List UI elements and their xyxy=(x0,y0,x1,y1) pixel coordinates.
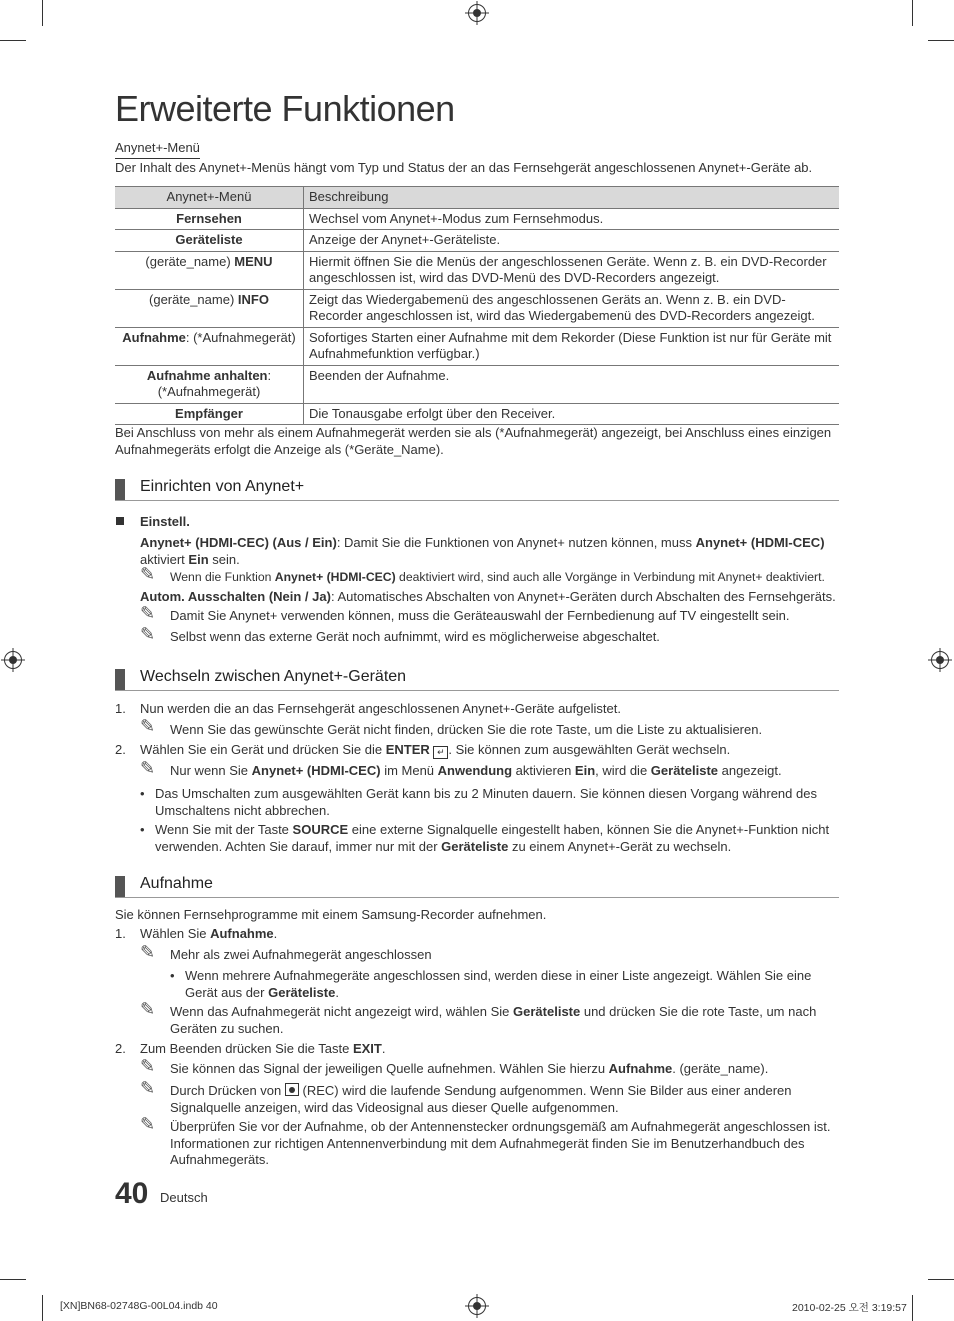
note-text xyxy=(170,1004,840,1037)
step-text: Nun werden die an das Fernsehgerät angeschlossenen Anynet+-Geräte aufgelistet. xyxy=(140,701,621,716)
text: zu einem Anynet+-Gerät zu wechseln. xyxy=(508,838,732,854)
text: , wird die xyxy=(595,763,651,778)
step-number: 2. xyxy=(115,1041,126,1056)
registration-mark-icon xyxy=(468,1297,486,1315)
note-text: Mehr als zwei Aufnahmegerät angeschlossen xyxy=(170,947,432,962)
text: Wenn das Aufnahmegerät nicht angezeigt wird, wählen Sie xyxy=(170,1004,514,1019)
anynet-menu-label: Anynet+-Menü xyxy=(115,140,200,159)
crop-mark xyxy=(928,40,954,41)
bold-term: Anynet+ (HDMI-CEC) xyxy=(274,570,396,584)
table-cell-menu xyxy=(115,208,304,230)
menu-item-suffix: (*Aufnahmegerät) xyxy=(157,384,261,399)
note-icon: ✎ xyxy=(140,1114,156,1134)
note-icon: ✎ xyxy=(140,999,156,1019)
text: Durch Drücken von xyxy=(170,1083,285,1098)
table-cell-menu xyxy=(115,230,304,252)
note-text xyxy=(170,1083,840,1116)
bold-term: Aufnahme xyxy=(210,926,274,941)
bold-term: Anynet+ (HDMI-CEC) (Aus / Ein) xyxy=(140,535,337,550)
bold-term: Geräteliste xyxy=(441,838,509,854)
bold-term: Anwendung xyxy=(437,763,513,778)
page-title: Erweiterte Funktionen xyxy=(115,88,455,129)
text: Wenn die Funktion xyxy=(170,570,275,584)
crop-mark xyxy=(42,1295,43,1321)
section-bar xyxy=(115,669,125,690)
note-text xyxy=(170,763,840,780)
step-number: 1. xyxy=(115,701,126,716)
note-text xyxy=(170,569,850,585)
anynet-menu-table xyxy=(115,186,839,425)
bold-term: EXIT xyxy=(352,1041,382,1056)
note-icon: ✎ xyxy=(140,603,156,623)
table-cell-description: Die Tonausgabe erfolgt über den Receiver. xyxy=(304,403,840,425)
enter-icon: ↵ xyxy=(433,746,448,759)
step-text xyxy=(140,1041,840,1058)
text: eine externe Signalquelle eingestellt haben, können Sie die Anynet+-Funktion nicht verwenden. Achten Sie darauf, immer nur mit der xyxy=(155,822,830,854)
bold-term: Geräteliste xyxy=(268,984,336,1000)
menu-item-name: INFO xyxy=(237,291,269,307)
table-cell-description: Sofortiges Starten einer Aufnahme mit dem Rekorder (Diese Funktion ist nur für Geräte mit Aufnahmefunktion verfügbar.) xyxy=(304,327,840,365)
text: und drücken Sie die rote Taste, um nach Geräten zu suchen. xyxy=(170,1004,817,1036)
menu-item-suffix: : (*Aufnahmegerät) xyxy=(185,329,296,345)
bold-term: Geräteliste xyxy=(513,1004,581,1019)
bold-term: Autom. Ausschalten (Nein / Ja) xyxy=(140,589,331,604)
menu-item-name: Aufnahme xyxy=(122,329,186,345)
table-cell-description: Beenden der Aufnahme. xyxy=(304,365,840,403)
table-cell-menu xyxy=(115,251,304,289)
section-heading-einrichten xyxy=(115,478,839,501)
text: sein. xyxy=(208,551,240,567)
text: Wenn mehrere Aufnahmegeräte angeschlossen sind, werden diese in einer Liste angezeigt. Wählen Sie eine Gerät aus der xyxy=(185,968,812,1000)
note-icon: ✎ xyxy=(140,1056,156,1076)
bold-term: SOURCE xyxy=(292,822,349,837)
table-row xyxy=(115,327,839,365)
text: im Menü xyxy=(380,763,438,778)
table-cell-menu xyxy=(115,289,304,327)
table-header-description: Beschreibung xyxy=(304,187,840,209)
text: . (geräte_name). xyxy=(672,1061,769,1076)
step-number: 1. xyxy=(115,926,126,941)
crop-mark xyxy=(0,1279,26,1280)
section-title: Einrichten von Anynet+ xyxy=(140,478,305,495)
registration-mark-icon xyxy=(468,4,486,22)
menu-item-name: Fernsehen xyxy=(176,210,242,226)
note-icon: ✎ xyxy=(140,716,156,736)
table-cell-description: Anzeige der Anynet+-Geräteliste. xyxy=(304,230,840,252)
note-text: Selbst wenn das externe Gerät noch aufnimmt, wird es möglicherweise abgeschaltet. xyxy=(170,629,660,644)
menu-item-name: Geräteliste xyxy=(175,232,243,247)
crop-mark xyxy=(912,1295,913,1321)
table-cell-menu xyxy=(115,327,304,365)
section-bar xyxy=(115,876,125,897)
menu-item-suffix: : xyxy=(267,367,272,383)
table-header-menu: Anynet+-Menü xyxy=(115,187,304,209)
bold-term: Geräteliste xyxy=(650,763,718,778)
print-info-left: [XN]BN68-02748G-00L04.indb 40 xyxy=(60,1300,218,1312)
text: (REC) wird die laufende Sendung aufgenommen. Wenn Sie Bilder aus einer anderen Signalquelle anzeigen, wird das Videosignal aus dieser Quelle aufgenommen. xyxy=(170,1083,792,1115)
text: . xyxy=(335,984,339,1000)
menu-item-name: Empfänger xyxy=(175,405,243,421)
bold-term: Aufnahme xyxy=(608,1061,673,1076)
crop-mark xyxy=(928,1279,954,1280)
section-heading-aufnahme xyxy=(115,875,839,898)
bullet-icon: • xyxy=(140,786,145,801)
note-icon: ✎ xyxy=(140,758,156,778)
bullet-text xyxy=(185,968,840,1001)
menu-item-prefix: (geräte_name) xyxy=(149,291,238,307)
bold-term: Anynet+ (HDMI-CEC) xyxy=(695,535,825,550)
bold-term: Ein xyxy=(574,763,596,778)
section-title: Aufnahme xyxy=(140,875,213,892)
text: deaktiviert wird, sind auch alle Vorgänge in Verbindung mit Anynet+ deaktiviert. xyxy=(395,570,825,584)
section-intro: Sie können Fernsehprogramme mit einem Samsung-Recorder aufnehmen. xyxy=(115,907,547,922)
table-row xyxy=(115,403,839,425)
table-row xyxy=(115,230,839,252)
square-bullet-icon xyxy=(116,517,124,525)
text: Wenn Sie mit der Taste xyxy=(155,822,293,837)
crop-mark xyxy=(912,0,913,26)
note-text: Überprüfen Sie vor der Aufnahme, ob der Antennenstecker ordnungsgemäß am Aufnahmegerät angeschlossen ist. Informationen zur richtigen Antennenverbindung mit dem Aufnahmegerät finden Sie im Benutzerhandbuch des Aufnahmegeräts. xyxy=(170,1119,831,1167)
table-cell-description: Zeigt das Wiedergabemenü des angeschlossenen Geräts an. Wenn z. B. ein DVD-Recorder angeschlossen ist, wird das Wiedergabemenü des DVD-Recorders angezeigt. xyxy=(304,289,840,327)
table-cell-description: Hiermit öffnen Sie die Menüs der angeschlossenen Geräte. Wenn z. B. ein DVD-Recorder angeschlossen ist, wird das DVD-Menü des DVD-Recorders angezeigt. xyxy=(304,251,840,289)
registration-mark-icon xyxy=(4,651,22,669)
section-title: Wechseln zwischen Anynet+-Geräten xyxy=(140,668,407,685)
text: Wählen Sie xyxy=(140,926,211,941)
menu-item-prefix: (geräte_name) xyxy=(145,253,235,269)
table-cell-menu xyxy=(115,365,304,403)
menu-item-name: MENU xyxy=(234,253,273,269)
table-row xyxy=(115,251,839,289)
text: angezeigt. xyxy=(718,763,782,778)
crop-mark xyxy=(0,40,26,41)
text: Wählen Sie ein Gerät und drücken Sie die xyxy=(140,742,386,757)
section-heading-wechseln xyxy=(115,668,839,691)
note-text: Wenn Sie das gewünschte Gerät nicht finden, drücken Sie die rote Taste, um die Liste zu aktualisieren. xyxy=(170,722,763,737)
note-icon: ✎ xyxy=(140,1078,156,1098)
table-row xyxy=(115,365,839,403)
menu-item-name: Aufnahme anhalten xyxy=(146,367,268,383)
print-info-right: 2010-02-25 오전 3:19:57 xyxy=(792,1302,907,1314)
text: : Automatisches Abschalten von Anynet+-Geräten durch Abschalten des Fernsehgeräts. xyxy=(330,589,836,604)
page-number: 40 xyxy=(115,1177,149,1210)
text: Zum Beenden drücken Sie die Taste xyxy=(140,1041,353,1056)
intro-text: Der Inhalt des Anynet+-Menüs hängt vom Typ und Status der an das Fernsehgerät angeschlossenen Anynet+-Geräte ab. xyxy=(115,160,813,175)
text: Nur wenn Sie xyxy=(170,763,252,778)
table-row xyxy=(115,289,839,327)
text: : Damit Sie die Funktionen von Anynet+ nutzen können, muss xyxy=(336,535,696,550)
paragraph xyxy=(140,589,840,606)
text: aktivieren xyxy=(512,763,575,778)
bold-term: Anynet+ (HDMI-CEC) xyxy=(251,763,381,778)
step-number: 2. xyxy=(115,742,126,757)
language-label: Deutsch xyxy=(160,1190,208,1205)
text: . Sie können zum ausgewählten Gerät wechseln. xyxy=(448,742,731,757)
bold-term: ENTER xyxy=(385,742,430,757)
setting-item-title: Einstell. xyxy=(140,514,190,529)
note-icon: ✎ xyxy=(140,564,156,584)
bullet-icon: • xyxy=(140,822,145,837)
bullet-text: Das Umschalten zum ausgewählten Gerät kann bis zu 2 Minuten dauern. Sie können diesen Vorgang während des Umschaltens nicht abbrechen. xyxy=(155,786,817,818)
record-button-icon xyxy=(285,1083,299,1096)
step-text xyxy=(140,926,840,943)
text: . xyxy=(381,1041,386,1056)
crop-mark xyxy=(42,0,43,26)
section-bar xyxy=(115,479,125,500)
step-text xyxy=(140,742,840,759)
note-icon: ✎ xyxy=(140,624,156,644)
note-icon: ✎ xyxy=(140,942,156,962)
note-text xyxy=(170,1061,840,1078)
table-cell-description: Wechsel vom Anynet+-Modus zum Fernsehmodus. xyxy=(304,208,840,230)
table-header-row xyxy=(115,187,839,209)
table-cell-menu xyxy=(115,403,304,425)
after-table-text: Bei Anschluss von mehr als einem Aufnahmegerät werden sie als (*Aufnahmegerät) angezeigt, bei Anschluss eines einzigen Aufnahmegeräts erfolgt die Anzeige als (*Geräte_Name). xyxy=(115,425,832,457)
text: aktiviert xyxy=(140,551,189,567)
text: Sie können das Signal der jeweiligen Quelle aufnehmen. Wählen Sie hierzu xyxy=(170,1061,609,1076)
bullet-icon: • xyxy=(170,968,175,983)
bullet-text xyxy=(155,822,840,855)
note-text: Damit Sie Anynet+ verwenden können, muss die Geräteauswahl der Fernbedienung auf TV eingestellt sein. xyxy=(170,608,790,623)
text: . xyxy=(273,926,278,941)
paragraph xyxy=(140,535,840,568)
registration-mark-icon xyxy=(931,651,949,669)
bold-term: Ein xyxy=(188,551,209,567)
table-row xyxy=(115,208,839,230)
